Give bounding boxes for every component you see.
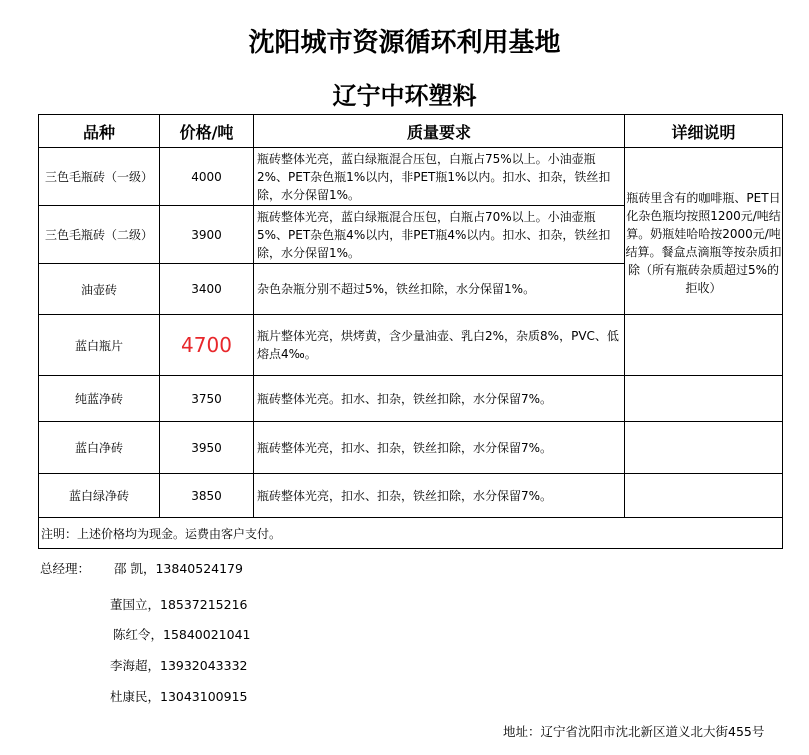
price-cell-highlight: 4700: [160, 315, 254, 376]
note-row: [39, 518, 783, 549]
price-cell: 3850: [160, 474, 254, 518]
header-price: 价格/吨: [160, 115, 254, 148]
contact-label: 总经理：: [40, 561, 91, 576]
variety-cell: 三色毛瓶砖（一级）: [39, 148, 160, 206]
variety-cell: 蓝白瓶片: [39, 315, 160, 376]
price-cell: 4000: [160, 148, 254, 206]
variety-cell: 三色毛瓶砖（二级）: [39, 206, 160, 264]
contact-general-manager: 邵 凯，13840524179: [114, 561, 243, 576]
empty-cell: [625, 422, 783, 474]
quality-cell: 瓶砖整体光亮，蓝白绿瓶混合压包，白瓶占70%以上。小油壶瓶5%、PET杂色瓶4%以内，非PET瓶4%以内。扣水、扣杂，铁丝扣除，水分保留1%。: [254, 206, 625, 264]
variety-cell: 蓝白净砖: [39, 422, 160, 474]
variety-cell: 纯蓝净砖: [39, 376, 160, 422]
empty-cell: [625, 474, 783, 518]
header-variety: 品种: [39, 115, 160, 148]
variety-cell: 油壶砖: [39, 264, 160, 315]
price-cell: 3750: [160, 376, 254, 422]
variety-cell: 蓝白绿净砖: [39, 474, 160, 518]
table-row: [39, 315, 783, 376]
contact-item: 李海超，13932043332: [110, 658, 248, 673]
empty-cell: [625, 376, 783, 422]
header-details: 详细说明: [625, 115, 783, 148]
table-row: [39, 474, 783, 518]
price-cell: 3950: [160, 422, 254, 474]
table-header-row: [39, 115, 783, 148]
quality-cell: 杂色杂瓶分别不超过5%，铁丝扣除，水分保留1%。: [254, 264, 625, 315]
table-row: [39, 422, 783, 474]
empty-cell: [625, 315, 783, 376]
quality-cell: 瓶片整体光亮，烘烤黄，含少量油壶、乳白2%，杂质8%，PVC、低熔点4‰。: [254, 315, 625, 376]
address: 地址：辽宁省沈阳市沈北新区道义北大街455号: [503, 724, 765, 739]
price-cell: 3900: [160, 206, 254, 264]
page-title: 沈阳城市资源循环利用基地: [248, 28, 561, 58]
price-table: [38, 114, 783, 549]
price-cell: 3400: [160, 264, 254, 315]
header-quality: 质量要求: [254, 115, 625, 148]
contact-item: 杜康民，13043100915: [110, 689, 248, 704]
quality-cell: 瓶砖整体光亮，扣水、扣杂，铁丝扣除，水分保留7%。: [254, 422, 625, 474]
table-row: [39, 148, 783, 206]
detail-note: 瓶砖里含有的咖啡瓶、PET日化杂色瓶均按照1200元/吨结算。奶瓶娃哈哈按2000元/吨结算。餐盒点滴瓶等按杂质扣除（所有瓶砖杂质超过5%的拒收）: [625, 148, 783, 315]
quality-cell: 瓶砖整体光亮。扣水、扣杂，铁丝扣除，水分保留7%。: [254, 376, 625, 422]
contact-item: 陈红令，15840021041: [113, 627, 251, 642]
quality-cell: 瓶砖整体光亮，扣水、扣杂，铁丝扣除，水分保留7%。: [254, 474, 625, 518]
company-name: 辽宁中环塑料: [332, 82, 477, 110]
payment-note: 注明：上述价格均为现金。运费由客户支付。: [39, 518, 783, 549]
contact-item: 董国立，18537215216: [110, 597, 248, 612]
table-row: [39, 376, 783, 422]
quality-cell: 瓶砖整体光亮，蓝白绿瓶混合压包，白瓶占75%以上。小油壶瓶2%、PET杂色瓶1%以内，非PET瓶1%以内。扣水、扣杂，铁丝扣除，水分保留1%。: [254, 148, 625, 206]
